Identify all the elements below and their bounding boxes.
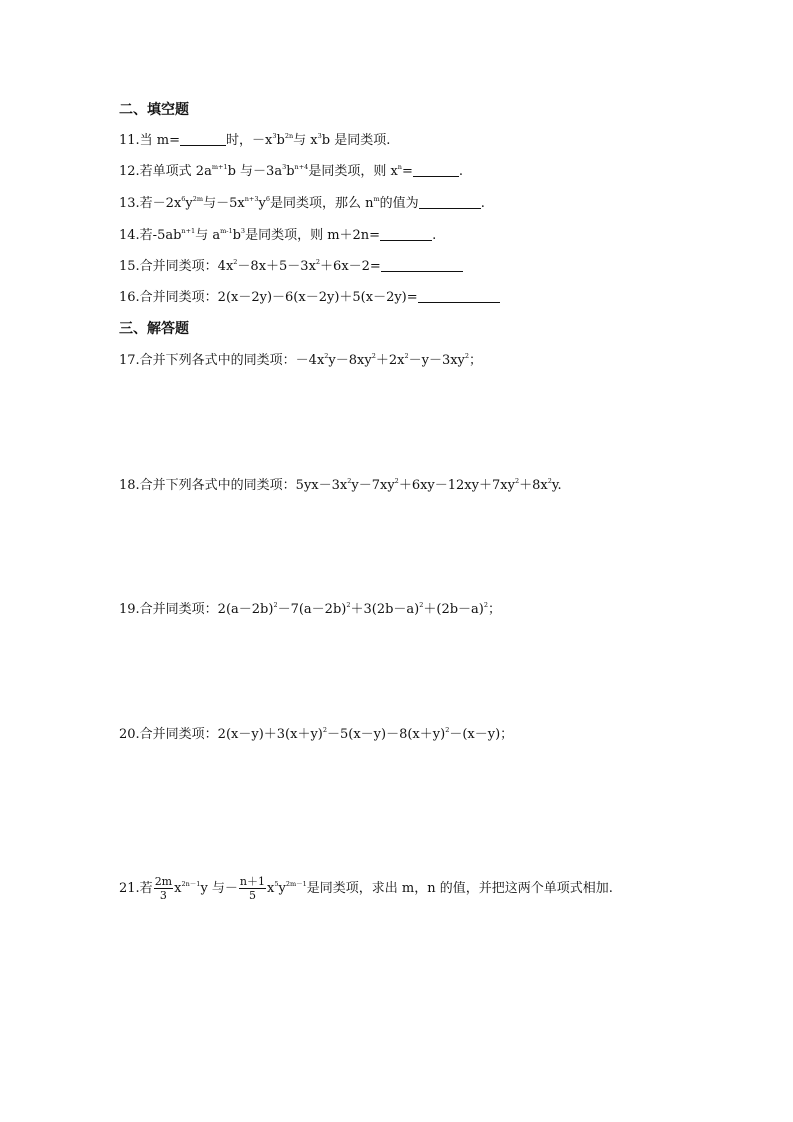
question-13: 13.若$-2x^6y^{2m}$与$-5x^{n+3}y^6$是同类项，那么 $n^m$的值为 . — [119, 195, 485, 211]
question-14: 14.若$-5ab^{n+1}$与 $a^{m-1}b^3$是同类项，则 m＋2n= . — [119, 227, 437, 243]
answer-blank[interactable] — [381, 259, 463, 272]
answer-blank[interactable] — [380, 228, 432, 241]
question-16: 16.合并同类项：2(x－2y)－6(x－2y)＋5(x－2y)= — [119, 289, 500, 307]
question-18: 18.合并下列各式中的同类项：$5yx-3x^2y-7xy^2+6xy-12xy+7xy^2+8x^2y$. — [119, 477, 562, 493]
question-21: 21.若 $\frac{2m}{3}$ $x^{2n-1}y$ 与－ $\frac{n+1}{5}$ $x^5y^{2m-1}$是同类项，求出 m，n 的值，并把这两个单项式相加. — [119, 875, 613, 902]
section-heading-answer: 三、解答题 — [119, 321, 189, 337]
question-19: 19.合并同类项：$2(a-2b)^2-7(a-2b)^2+3(2b-a)^2+(2b-a)^2$； — [119, 601, 502, 617]
fraction: $\frac{n+1}{5}$ — [239, 875, 266, 902]
section-heading-fill-in: 二、填空题 — [119, 102, 189, 118]
question-12: 12.若单项式 $2a^{m+1}b$ 与$-3a^3b^{n+4}$是同类项，则 $x^n=$ . — [119, 163, 464, 179]
answer-blank[interactable] — [418, 290, 500, 303]
fraction: $\frac{2m}{3}$ — [154, 875, 173, 902]
answer-blank[interactable] — [180, 133, 226, 146]
question-15: 15.合并同类项：$4x^2-8x+5-3x^2+6x-2=$ — [119, 258, 463, 276]
question-11: 11.当 m= 时，$-x^3b^{2n}$与 $x^3b$ 是同类项. — [119, 132, 391, 148]
answer-blank[interactable] — [419, 196, 481, 209]
question-20: 20.合并同类项：$2(x-y)+3(x+y)^2-5(x-y)-8(x+y)^2-(x-y)$； — [119, 726, 514, 742]
answer-blank[interactable] — [413, 164, 459, 177]
question-17: 17.合并下列各式中的同类项：$-4x^2y-8xy^2+2x^2-y-3xy^2$； — [119, 352, 483, 368]
